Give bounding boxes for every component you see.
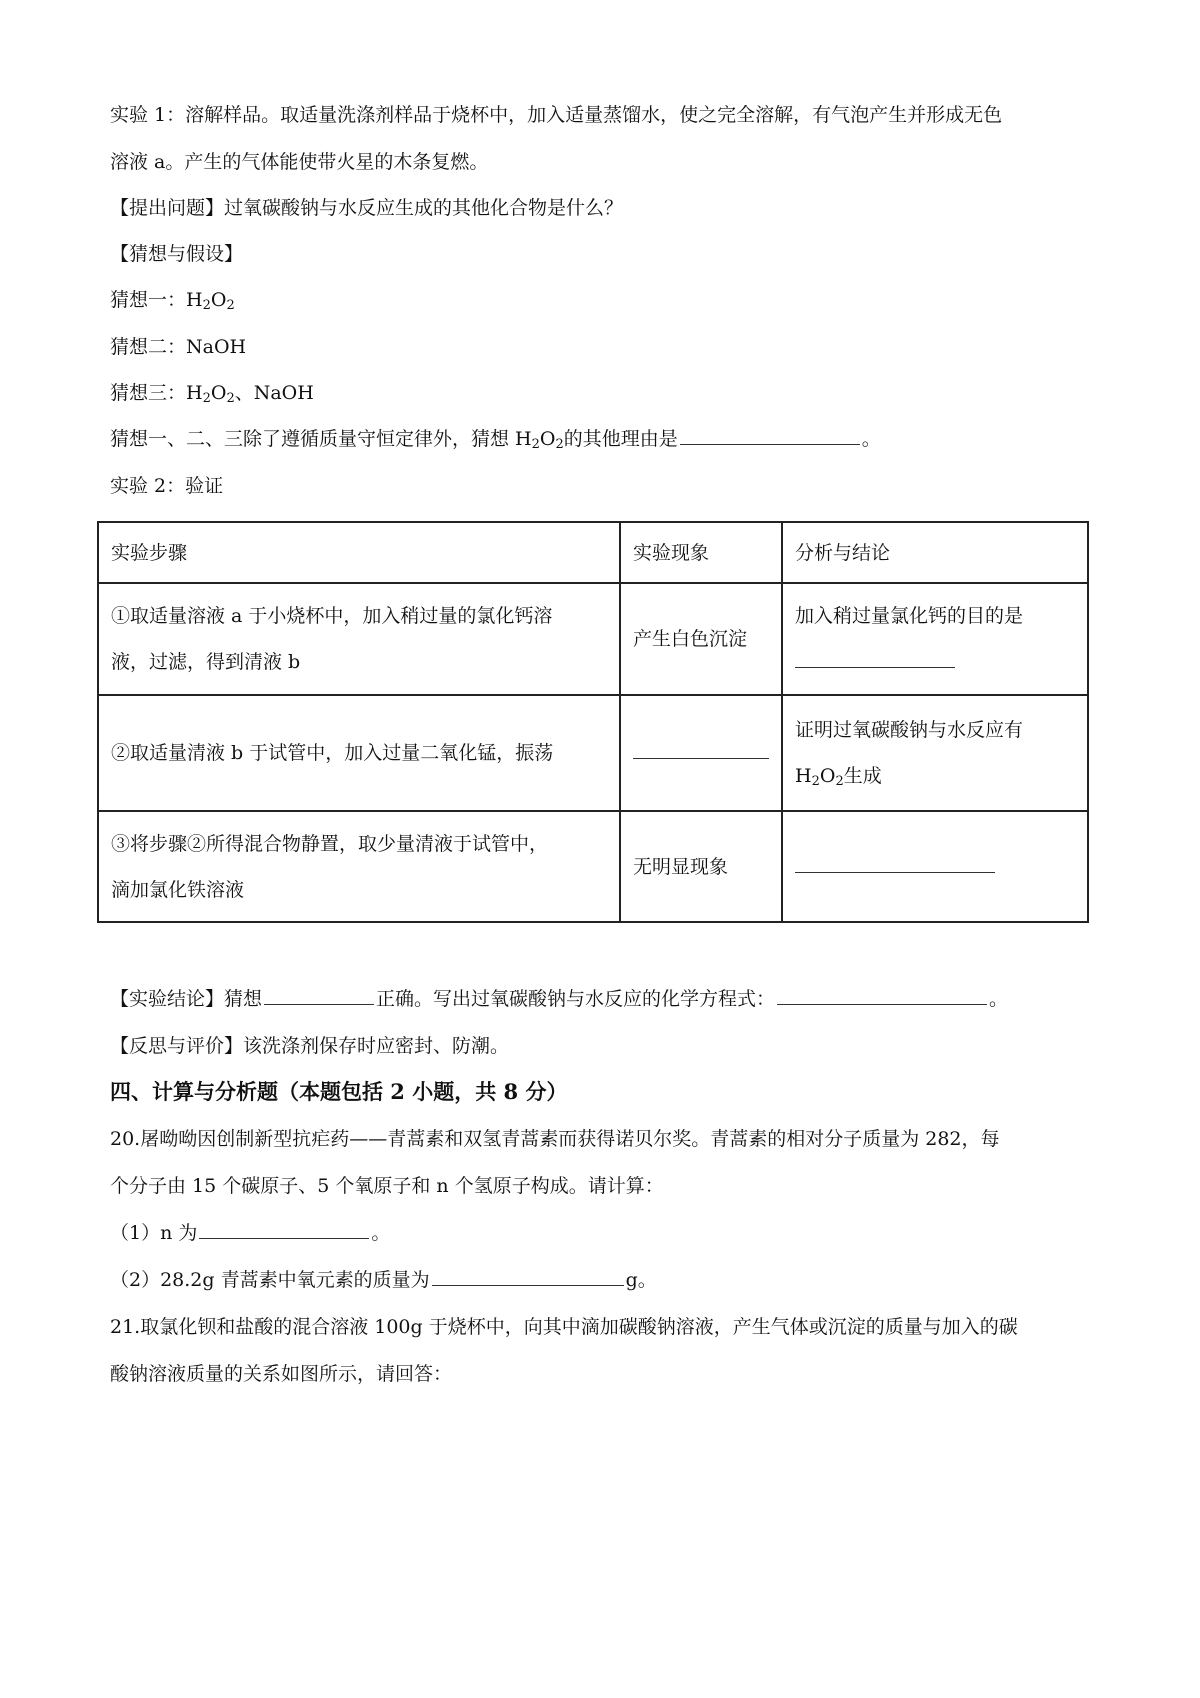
exp1-line2: 溶液 a。产生的气体能使带火星的木条复燃。 bbox=[110, 151, 489, 173]
q20-oxygen-mass-blank[interactable] bbox=[432, 1267, 624, 1286]
row2-phenomenon bbox=[620, 695, 782, 811]
conclusion-line: 【实验结论】猜想 正确。写出过氧碳酸钠与水反应的化学方程式： 。 bbox=[110, 988, 1009, 1010]
exp2-title: 实验 2：验证 bbox=[110, 475, 224, 497]
conclusion-guess-blank[interactable] bbox=[264, 986, 374, 1005]
q21-line2: 酸钠溶液质量的关系如图所示，请回答： bbox=[110, 1363, 453, 1385]
section-four-heading: 四、计算与分析题（本题包括 2 小题，共 8 分） bbox=[110, 1079, 568, 1104]
reflection-line: 【反思与评价】该洗涤剂保存时应密封、防潮。 bbox=[110, 1035, 510, 1057]
header-conclusion: 分析与结论 bbox=[782, 522, 1088, 583]
hypothesis-title: 【猜想与假设】 bbox=[110, 243, 244, 265]
table-row bbox=[98, 811, 1088, 922]
row2-step: ②取适量清液 b 于试管中，加入过量二氧化锰，振荡 bbox=[98, 695, 620, 811]
row3-conclusion bbox=[782, 811, 1088, 922]
row2-conclusion: 证明过氧碳酸钠与水反应有 $H_2O_2$生成 bbox=[782, 695, 1088, 811]
row3-conclusion-blank[interactable] bbox=[795, 854, 995, 873]
header-steps: 实验步骤 bbox=[98, 522, 620, 583]
guess-one: 猜想一：$H_2O_2$ bbox=[110, 289, 235, 313]
q20-sub2: （2）28.2g 青蒿素中氧元素的质量为 g。 bbox=[110, 1269, 657, 1291]
table-header-row bbox=[98, 522, 1088, 583]
guess-two: 猜想二：NaOH bbox=[110, 336, 247, 358]
row1-phenomenon: 产生白色沉淀 bbox=[620, 583, 782, 695]
table-row bbox=[98, 695, 1088, 811]
q20-n-blank[interactable] bbox=[199, 1220, 369, 1239]
question-text: 【提出问题】过氧碳酸钠与水反应生成的其他化合物是什么？ bbox=[110, 197, 624, 219]
guess-three: 猜想三：$H_2O_2$、NaOH bbox=[110, 382, 314, 406]
experiment-table bbox=[97, 521, 1089, 923]
equation-blank[interactable] bbox=[777, 986, 987, 1005]
row1-conclusion-blank[interactable] bbox=[795, 649, 955, 668]
row1-conclusion: 加入稍过量氯化钙的目的是 bbox=[782, 583, 1088, 695]
q20-line1: 20.屠呦呦因创制新型抗疟药——青蒿素和双氢青蒿素而获得诺贝尔奖。青蒿素的相对分子质量为 282，每 bbox=[110, 1128, 1000, 1150]
reason-line: 猜想一、二、三除了遵循质量守恒定律外，猜想 $H_2O_2$的其他理由是 。 bbox=[110, 428, 881, 452]
row3-step: ③将步骤②所得混合物静置，取少量清液于试管中， 滴加氯化铁溶液 bbox=[98, 811, 620, 922]
reason-answer-blank[interactable] bbox=[680, 426, 860, 445]
table-row bbox=[98, 583, 1088, 695]
q20-sub1: （1）n 为 。 bbox=[110, 1222, 391, 1244]
q20-line2: 个分子由 15 个碳原子、5 个氧原子和 n 个氢原子构成。请计算： bbox=[110, 1175, 664, 1197]
header-phenomenon: 实验现象 bbox=[620, 522, 782, 583]
row1-step: ①取适量溶液 a 于小烧杯中，加入稍过量的氯化钙溶 液，过滤，得到清液 b bbox=[98, 583, 620, 695]
q21-line1: 21.取氯化钡和盐酸的混合溶液 100g 于烧杯中，向其中滴加碳酸钠溶液，产生气体或沉淀的质量与加入的碳 bbox=[110, 1316, 1018, 1338]
row3-phenomenon: 无明显现象 bbox=[620, 811, 782, 922]
exp1-line1: 实验 1：溶解样品。取适量洗涤剂样品于烧杯中，加入适量蒸馏水，使之完全溶解，有气泡产生并形成无色 bbox=[110, 104, 1003, 126]
row2-phenomenon-blank[interactable] bbox=[633, 740, 769, 759]
